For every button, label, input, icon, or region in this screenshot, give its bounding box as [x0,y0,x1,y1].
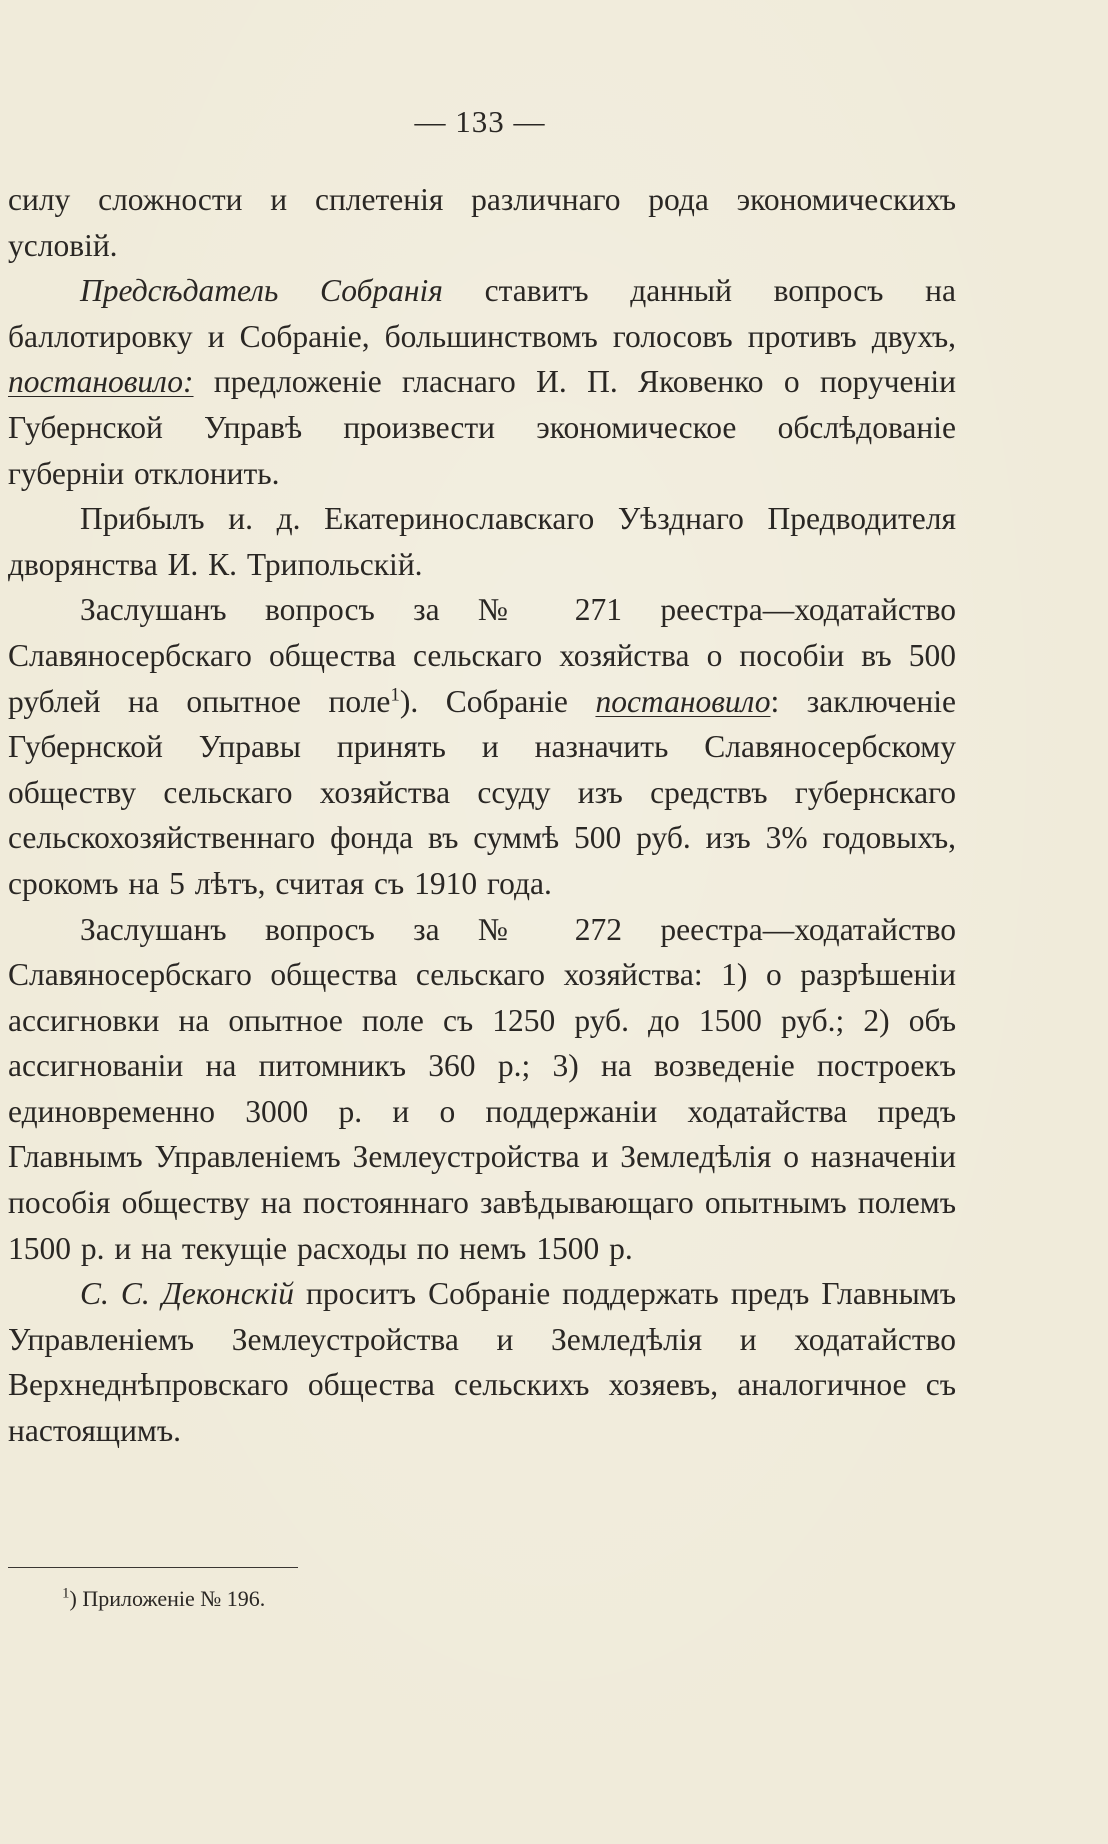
footnote-text: ) Приложеніе № 196. [69,1586,266,1611]
paragraph [8,268,956,496]
text-run: ставитъ данный вопросъ на баллотировку и Собраніе, большинствомъ голосовъ противъ двухъ, [8,273,956,354]
paragraph [8,1271,956,1453]
text-run: силу сложности и сплетенія различнаго рода экономическихъ условій. [8,182,956,263]
footnote-marker: 1 [62,1585,70,1602]
italic-phrase: Предсѣдатель Собранія [80,273,443,309]
footnote-rule [8,1567,298,1568]
page-number: — 133 — [414,104,546,139]
resolution-phrase: постановило [595,683,771,719]
paragraph [8,177,956,268]
text-run: проситъ Собраніе поддержать предъ Главнымъ Управленіемъ Землеустройства и Земледѣлія и ходатайство Верхнеднѣпровскаго общества сельскихъ хозяевъ, аналогичное съ настоящимъ. [8,1276,956,1449]
footnote-reference: 1 [390,684,400,706]
paragraph [8,587,956,906]
text-run: предложеніе гласнаго И. П. Яковенко о порученіи Губернской Управѣ произвести экономическое обслѣдованіе губерніи отклонить. [8,364,956,491]
text-run: Прибылъ и. д. Екатеринославскаго Уѣзднаго Предводителя дворянства И. К. Трипольскій. [8,501,956,582]
footnote [62,1585,265,1613]
text-run: ). Собраніе [399,683,596,719]
paragraph [8,907,956,1272]
body-text [8,177,956,1454]
resolution-phrase: постановило: [8,364,194,400]
paragraph [8,496,956,587]
text-run: Заслушанъ вопросъ за № 271 реестра—ходатайство Славяносербскаго общества сельскаго хозяйства о пособіи въ 500 рублей на опытное поле [8,592,956,719]
italic-phrase: С. С. Деконскій [80,1276,294,1312]
text-run: Заслушанъ вопросъ за № 272 реестра—ходатайство Славяносербскаго общества сельскаго хозяйства: 1) о разрѣшеніи ассигновки на опытное поле съ 1250 руб. до 1500 руб.; 2) объ ассигнованіи на питомникъ 360 р.; 3) на возведеніе построекъ единовременно 3000 р. и о поддержаніи ходатайства предъ Главнымъ Управленіемъ Землеустройства и Земледѣлія о назначеніи пособія обществу на постояннаго завѣдывающаго опытнымъ полемъ 1500 р. и на текущіе расходы по немъ 1500 р. [8,911,956,1266]
text-run: : заключеніе Губернской Управы принять и назначить Славяносербскому обществу сельскаго хозяйства ссуду изъ средствъ губернскаго сельскохозяйственнаго фонда въ суммѣ 500 руб. изъ 3% годовыхъ, срокомъ на 5 лѣтъ, считая съ 1910 года. [8,683,956,901]
